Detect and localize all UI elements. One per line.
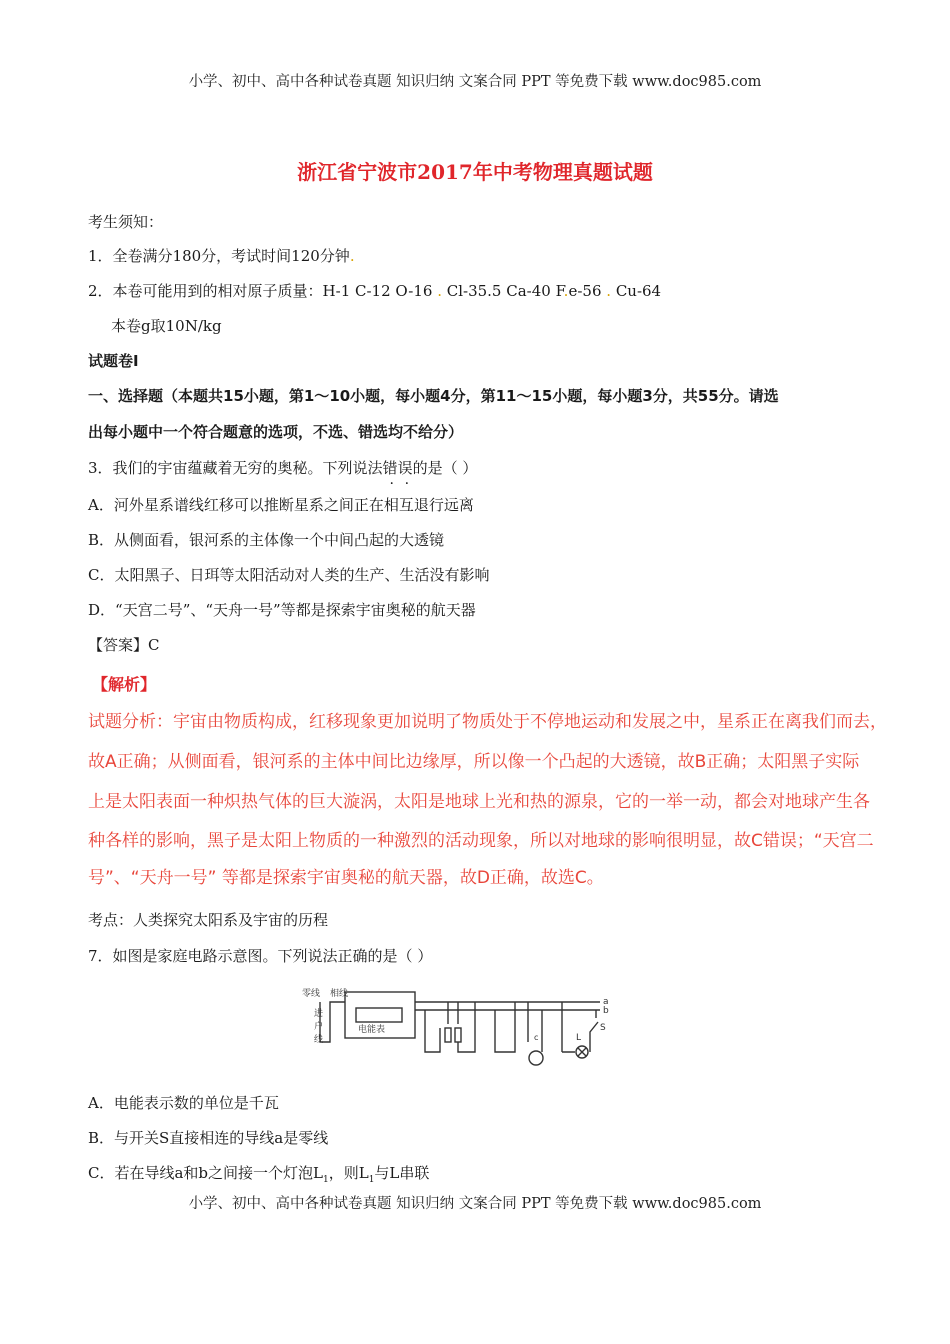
q3-analysis-line-1: 试题分析：宇宙由物质构成，红移现象更加说明了物质处于不停地运动和发展之中，星系正在离我们而去， — [88, 712, 887, 732]
lamp-cross — [578, 1048, 586, 1056]
q3-option-b: B．从侧面看，银河系的主体像一个中间凸起的大透镜 — [88, 531, 445, 549]
notice-text-2d: Cu-64 — [615, 282, 662, 300]
q3-answer: 【答案】C — [88, 636, 160, 654]
q3-analysis-line-5: 号”、“天舟一号” 等都是探索宇宙奥秘的航天器，故D正确，故选C。 — [88, 868, 604, 888]
q7-option-c-text-2: ，则L — [328, 1164, 369, 1182]
q3-analysis-heading: 【解析】 — [92, 675, 157, 694]
page-title: 浙江省宁波市2017年中考物理真题试题 — [297, 160, 653, 184]
q3-option-a: A．河外星系谱线红移可以推断星系之间正在相互退行远离 — [88, 496, 474, 514]
notice-text-1: 1．全卷满分180分，考试时间120分钟 — [88, 247, 350, 265]
incoming-char-2: 户 — [314, 1022, 324, 1032]
q3-analysis-line-2: 故A正确；从侧面看，银河系的主体中间比边缘厚，所以像一个凸起的大透镜，故B正确；太阳黑子实际 — [88, 752, 860, 772]
q7-option-c-sub-2: 1 — [368, 1175, 375, 1185]
label-lamp: L — [576, 1033, 582, 1043]
notice-text-2a: 2．本卷可能用到的相对原子质量：H-1 C-12 O-16 — [88, 282, 433, 300]
incoming-char-3: 线 — [314, 1035, 324, 1045]
notice-text-2b: Cl-35.5 Ca-40 F — [446, 282, 564, 300]
q3-stem-text: 3．我们的宇宙蕴藏着无穷的奥秘。下列说法 — [88, 459, 383, 477]
socket-circle — [529, 1051, 543, 1065]
fuse-2 — [455, 1028, 461, 1042]
label-neutral: 零线 — [302, 989, 321, 999]
notice-gravity: 本卷g取10N/kg — [111, 317, 222, 335]
section-instruction-2: 出每小题中一个符合题意的选项，不选、错选均不给分） — [88, 423, 464, 441]
incoming-char-1: 进 — [314, 1009, 324, 1019]
q3-analysis-line-4: 种各样的影响，黑子是太阳上物质的一种激烈的活动现象，所以对地球的影响很明显，故C错误；“天宫二 — [88, 831, 874, 851]
q7-stem: 7．如图是家庭电路示意图。下列说法正确的是（ ） — [88, 947, 433, 965]
notice-heading: 考生须知： — [88, 213, 164, 231]
wire-branch-1 — [425, 1010, 440, 1052]
section-paper: 试题卷Ⅰ — [88, 352, 139, 370]
q3-kaodian: 考点：人类探究太阳系及宇宙的历程 — [88, 911, 329, 929]
q3-emphasis-2: 误 — [397, 459, 413, 477]
page-footer: 小学、初中、高中各种试卷真题 知识归纳 文案合同 PPT 等免费下载 www.doc985.com — [188, 1196, 762, 1212]
q7-option-c — [88, 1163, 429, 1190]
label-meter: 电能表 — [358, 1025, 386, 1035]
meter-display — [356, 1008, 402, 1022]
q3-option-c: C．太阳黑子、日珥等太阳活动对人类的生产、生活没有影响 — [88, 566, 490, 584]
label-live: 相线 — [330, 989, 349, 999]
q3-stem-tail: 的是（ ） — [412, 459, 478, 477]
q7-option-b: B．与开关S直接相连的导线a是零线 — [88, 1129, 329, 1147]
label-b: b — [603, 1006, 609, 1016]
q3-emphasis-1: 错 — [382, 459, 398, 477]
fuse-leads — [448, 1002, 458, 1024]
label-socket-c: c — [534, 1033, 539, 1042]
q3-stem — [88, 458, 477, 478]
q3-option-d: D．“天宫二号”、“天舟一号”等都是探索宇宙奥秘的航天器 — [88, 601, 476, 619]
fuse-1 — [445, 1028, 451, 1042]
notice-item-1: 1．全卷满分180分，考试时间120分钟. — [88, 247, 355, 265]
q7-option-c-sub-1: 1 — [322, 1175, 329, 1185]
page-header: 小学、初中、高中各种试卷真题 知识归纳 文案合同 PPT 等免费下载 www.doc985.com — [188, 74, 762, 90]
q7-option-c-text-1: C．若在导线a和b之间接一个灯泡L — [88, 1164, 323, 1182]
q7-option-c-text-3: 与L串联 — [374, 1164, 430, 1182]
label-switch: S — [600, 1023, 606, 1033]
label-a: a — [603, 997, 609, 1007]
notice-text-2c: e-56 — [568, 282, 602, 300]
q3-analysis-line-3: 上是太阳表面一种炽热气体的巨大漩涡，太阳是地球上光和热的源泉，它的一举一动，都会对地球产生各 — [88, 792, 870, 812]
notice-item-2: 2．本卷可能用到的相对原子质量：H-1 C-12 O-16 . Cl-35.5 Ca-40 F.e-56 . Cu-64 — [88, 282, 662, 300]
q7-option-a: A．电能表示数的单位是千瓦 — [88, 1094, 279, 1112]
section-instruction-1: 一、选择题（本题共15小题，第1～10小题，每小题4分，第11～15小题，每小题3分，共55分。请选 — [88, 387, 779, 405]
household-circuit-diagram — [300, 982, 620, 1078]
